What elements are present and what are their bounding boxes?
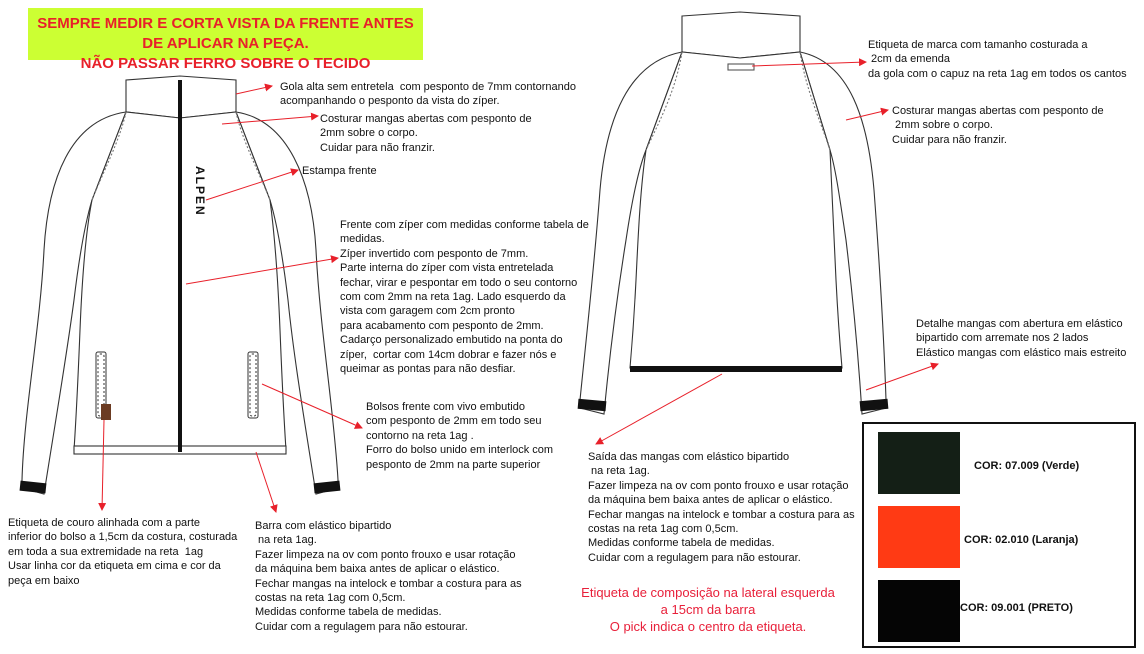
leather-label [101, 404, 111, 420]
note-barra: Barra com elástico bipartido na reta 1ag. Fazer limpeza na ov com ponto frouxo e usar rotação da máquina bem baixa antes de aplicar o elástico. Fechar mangas na intelock e tombar a costura para as costas na reta 1ag com 0,5cm. Medidas conforme tabela de medidas. Cuidar com a regulagem para não estourar. [255, 520, 522, 633]
note-bolsos: Bolsos frente com vivo embutido com pesponto de 2mm em todo seu contorno na reta 1ag . Forro do bolso unido em interlock com pesponto de 2mm na parte superior [366, 401, 554, 471]
back-collar [682, 12, 800, 58]
note-frente: Frente com zíper com medidas conforme tabela de medidas. Zíper invertido com pesponto de 7mm. Parte interna do zíper com vista entretelada fechar, virar e pespontar em todo o seu contorno com com 2mm na reta 1ag. Lado esquerdo da vista com garagem com 2cm pronto para acabamento com pesponto de 2mm. Cadarço personalizado embutido na ponta do zíper, cortar com 14cm dobrar e fazer nós e queimar as pontas para não desfiar. [340, 219, 589, 376]
swatch-label-laranja: COR: 02.010 (Laranja) [964, 534, 1079, 546]
note-composicao: Etiqueta de composição na lateral esquerda a 15cm da barra O pick indica o centro da etiqueta. [581, 585, 835, 634]
note-estampa: Estampa frente [302, 165, 377, 177]
warning-line-2: NÃO PASSAR FERRO SOBRE O TECIDO [80, 55, 371, 72]
swatch-laranja [878, 506, 960, 568]
note-gola: Gola alta sem entretela com pesponto de 7mm contornando acompanhando o pesponto da vista do zíper. [280, 81, 576, 108]
note-etiqueta-couro: Etiqueta de couro alinhada com a parte inferior do bolso a 1,5cm da costura, costurada em toda a sua extremidade na reta 1ag Usar linha cor da etiqueta em cima e cor da peça em baixo [8, 517, 238, 587]
note-detalhe-mangas: Detalhe mangas com abertura em elástico bipartido com arremate nos 2 lados Elástico mangas com elástico mais estreito [916, 318, 1127, 359]
note-mangas-front: Costurar mangas abertas com pesponto de 2mm sobre o corpo. Cuidar para não franzir. [320, 113, 532, 154]
swatch-verde [878, 432, 960, 494]
swatch-preto [878, 580, 960, 642]
note-mangas-back: Costurar mangas abertas com pesponto de 2mm sobre o corpo. Cuidar para não franzir. [892, 105, 1104, 146]
swatch-label-preto: COR: 09.001 (PRETO) [960, 602, 1073, 614]
note-saida-mangas: Saída das mangas com elástico bipartido na reta 1ag. Fazer limpeza na ov com ponto frouxo e usar rotação da máquina bem baixa antes de aplicar o elástico. Fechar mangas na intelock e tombar a costura para as costas na reta 1ag com 0,5cm. Medidas conforme tabela de medidas. Cuidar com a regulagem para não estourar. [588, 451, 855, 564]
brand-label [728, 64, 754, 70]
warning-line-1: SEMPRE MEDIR E CORTA VISTA DA FRENTE ANTES DE APLICAR NA PEÇA. [37, 15, 414, 52]
back-jacket [580, 12, 886, 414]
color-swatch-panel [862, 422, 1136, 648]
swatch-label-verde: COR: 07.009 (Verde) [974, 460, 1080, 472]
note-etiqueta-marca: Etiqueta de marca com tamanho costurada a 2cm da emenda da gola com o capuz na reta 1ag em todos os cantos [868, 39, 1127, 80]
back-hem-band [630, 366, 842, 372]
alpen-print: ALPEN [193, 166, 207, 217]
